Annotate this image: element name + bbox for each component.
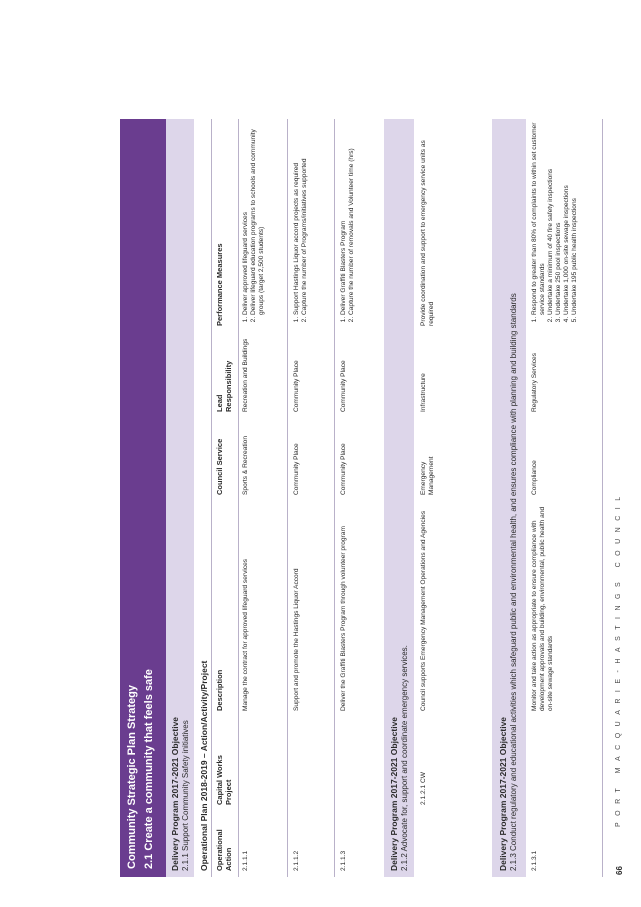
measure-item: 4. Undertake 1,000 on-site sewage inspections xyxy=(563,115,571,315)
lead-cell: Regulatory Services xyxy=(531,352,538,412)
description-cell: Monitor and take action as appropriate to ensure compliance with development approvals and building, environmental, public health and on-site sewage standards xyxy=(531,506,554,711)
strategy-title: Community Strategic Plan Strategy xyxy=(126,685,138,869)
measures-list xyxy=(531,115,579,326)
col-operational-action: Operational Action xyxy=(215,829,233,871)
measures-list xyxy=(340,115,356,326)
objective-title: Delivery Program 2017-2021 Objective xyxy=(498,716,508,871)
measure-item: 2. Capture the number of Programs/initiatives supported xyxy=(301,115,309,315)
col-capital-works: Capital Works Project xyxy=(215,755,233,805)
description-cell: Deliver the Graffiti Blasters Program through volunteer program xyxy=(340,526,347,711)
col-lead-responsibility: Lead Responsibility xyxy=(215,360,233,412)
measure-item: 1. Deliver Graffiti Blasters Program xyxy=(340,115,348,315)
description-cell: Support and promote the Hastings Liquor Accord xyxy=(293,568,300,711)
strategy-subtitle: 2.1 Create a community that feels safe xyxy=(143,669,155,869)
service-cell: Community Place xyxy=(293,443,300,495)
measure-item: 2. Capture the number of removals and Volunteer time (hrs) xyxy=(348,115,356,315)
measure-item: 1. Respond to greater than 80% of complaints to within set customer service standards xyxy=(531,115,547,315)
objective-text: 2.1.1 Support Community Safety initiatives xyxy=(181,720,190,871)
measure-item: 3. Undertake 250 pool inspections xyxy=(555,115,563,315)
operational-plan-heading xyxy=(196,119,212,877)
col-description: Description xyxy=(215,669,224,711)
objective-title: Delivery Program 2017-2021 Objective xyxy=(170,716,180,871)
action-cell: 2.1.1.2 xyxy=(293,850,300,871)
objective-text: 2.1.2 Advocate for, support and coordinate emergency services. xyxy=(400,645,409,871)
measure-item: 5. Undertake 195 public health inspections xyxy=(571,115,579,315)
measures-list xyxy=(242,115,266,326)
lead-cell: Community Place xyxy=(293,360,300,412)
objective-text: 2.1.3 Conduct regulatory and educational activities which safeguard public and environmental health, and ensures compliance with planning and building standards xyxy=(509,293,518,871)
lead-cell: Community Place xyxy=(340,360,347,412)
service-cell: Sports & Recreation xyxy=(242,435,249,495)
measure-item: 1. Support Hastings Liquor accord projects as required xyxy=(293,115,301,315)
service-cell: Compliance xyxy=(531,460,538,495)
lead-cell: Recreation and Buildings xyxy=(242,338,249,412)
objective-title: Delivery Program 2017-2021 Objective xyxy=(389,716,399,871)
measure-item: 2. Undertake a minimum of 40 fire safety inspections xyxy=(547,115,555,315)
description-cell: Council supports Emergency Management Operations and Agencies xyxy=(420,510,427,711)
measures-text: Provide coordination and support to emergency service units as required xyxy=(420,140,435,326)
action-cell: 2.1.1.1 xyxy=(242,850,249,871)
col-council-service: Council Service xyxy=(215,438,224,495)
strategy-header-band xyxy=(120,119,166,877)
col-performance-measures: Performance Measures xyxy=(215,243,224,326)
measure-item: 1. Deliver approved lifeguard services xyxy=(242,115,250,315)
capital-cell: 2.1.2.1 CW xyxy=(420,772,427,805)
service-cell: Community Place xyxy=(340,443,347,495)
action-cell: 2.1.3.1 xyxy=(531,850,538,871)
objective-band-2 xyxy=(384,119,414,877)
description-cell: Manage the contract for approved lifeguard services xyxy=(242,558,249,711)
footer-council-name: PORT MACQUARIE-HASTINGS COUNCIL xyxy=(615,490,622,827)
lead-cell: Infrastructure xyxy=(420,373,427,412)
service-cell: Emergency Management xyxy=(420,456,435,495)
objective-band-3 xyxy=(492,119,526,877)
measure-item: 2. Deliver lifeguard education programs to schools and community groups (target 2,500 students) xyxy=(250,115,266,315)
page-number: 66 xyxy=(615,866,624,875)
action-cell: 2.1.1.3 xyxy=(340,850,347,871)
operational-plan-title: Operational Plan 2018-2019 – Action/Activity/Project xyxy=(199,660,209,871)
measures-list xyxy=(293,115,309,326)
objective-band-1 xyxy=(166,119,194,877)
